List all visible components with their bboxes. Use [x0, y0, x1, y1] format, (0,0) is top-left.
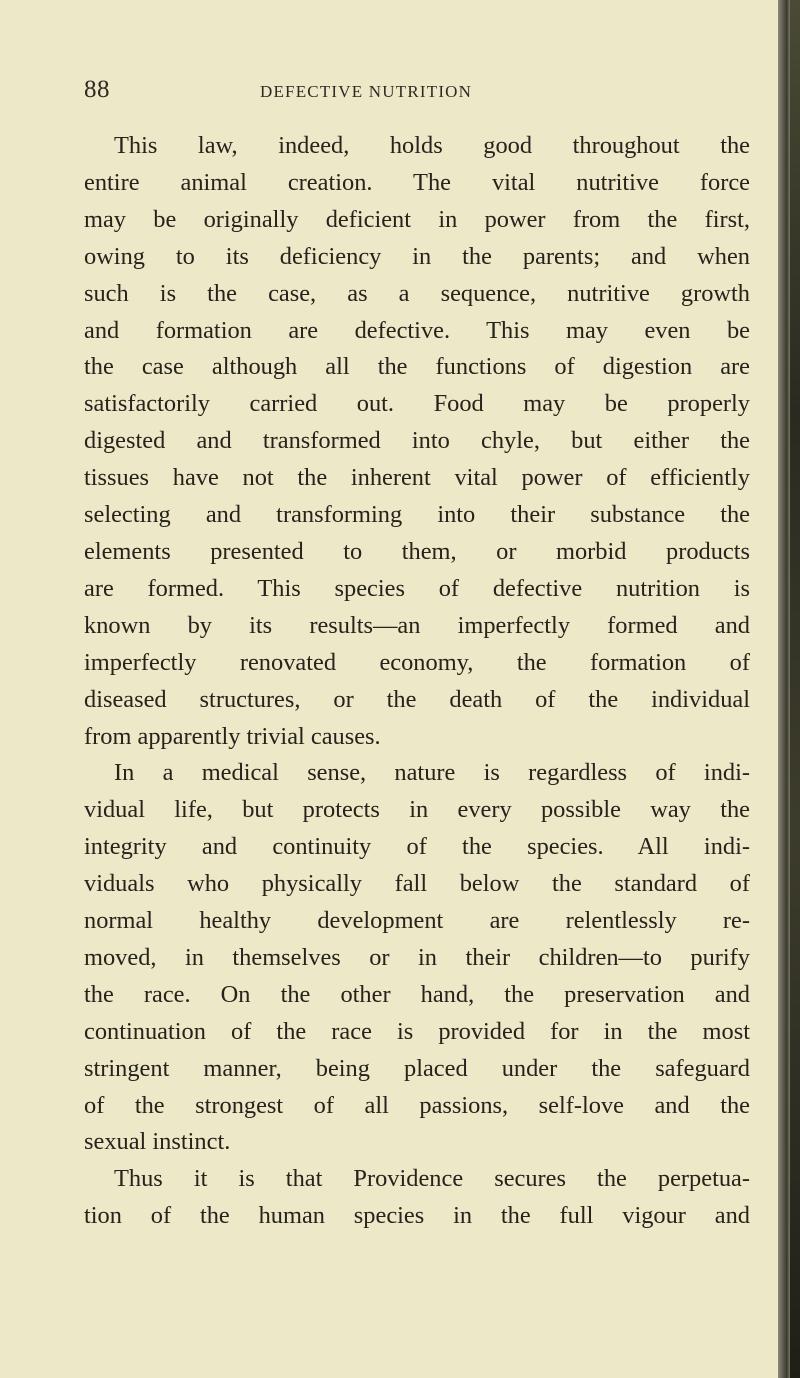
text-line: imperfectly renovated economy, the formation of: [84, 648, 750, 676]
body-text: [84, 128, 750, 1235]
text-line: normal healthy development are relentlessly re-: [84, 907, 750, 935]
text-line: viduals who physically fall below the standard of: [84, 870, 750, 898]
text-line: vidual life, but protects in every possible way the: [84, 796, 750, 824]
text-line: diseased structures, or the death of the individual: [84, 685, 750, 713]
text-line: Thus it is that Providence secures the perpetua-: [114, 1165, 750, 1193]
text-line: are formed. This species of defective nutrition is: [84, 574, 750, 602]
text-line: known by its results—an imperfectly formed and: [84, 611, 750, 639]
text-line: owing to its deficiency in the parents; and when: [84, 242, 750, 270]
text-line: and formation are defective. This may even be: [84, 316, 750, 344]
text-line: This law, indeed, holds good throughout the: [114, 132, 750, 159]
text-line: elements presented to them, or morbid products: [84, 537, 750, 565]
page-number: 88: [84, 76, 110, 103]
text-line: tissues have not the inherent vital power of efficiently: [84, 464, 750, 492]
running-head: DEFECTIVE NUTRITION: [260, 82, 473, 101]
text-line: In a medical sense, nature is regardless of indi-: [114, 759, 750, 787]
text-line: integrity and continuity of the species. All indi-: [84, 833, 750, 861]
binding-edge: [790, 0, 800, 1378]
text-line: may be originally deficient in power from the first,: [84, 205, 750, 233]
page-header: [84, 76, 744, 110]
text-line: the race. On the other hand, the preservation and: [84, 980, 750, 1008]
text-line: such is the case, as a sequence, nutritive growth: [84, 279, 750, 307]
text-line: entire animal creation. The vital nutritive force: [84, 168, 750, 196]
text-line: tion of the human species in the full vigour and: [84, 1202, 750, 1230]
text-line: digested and transformed into chyle, but either the: [84, 427, 750, 455]
text-line: from apparently trivial causes.: [84, 722, 381, 750]
text-line: continuation of the race is provided for in the most: [84, 1017, 750, 1045]
text-line: moved, in themselves or in their children—to purify: [84, 943, 750, 971]
text-line: selecting and transforming into their substance the: [84, 501, 750, 529]
text-line: of the strongest of all passions, self-love and the: [84, 1091, 750, 1119]
text-line: sexual instinct.: [84, 1128, 231, 1156]
text-line: satisfactorily carried out. Food may be properly: [84, 390, 750, 418]
text-line: the case although all the functions of digestion are: [84, 353, 750, 381]
text-line: stringent manner, being placed under the safeguard: [84, 1054, 750, 1082]
